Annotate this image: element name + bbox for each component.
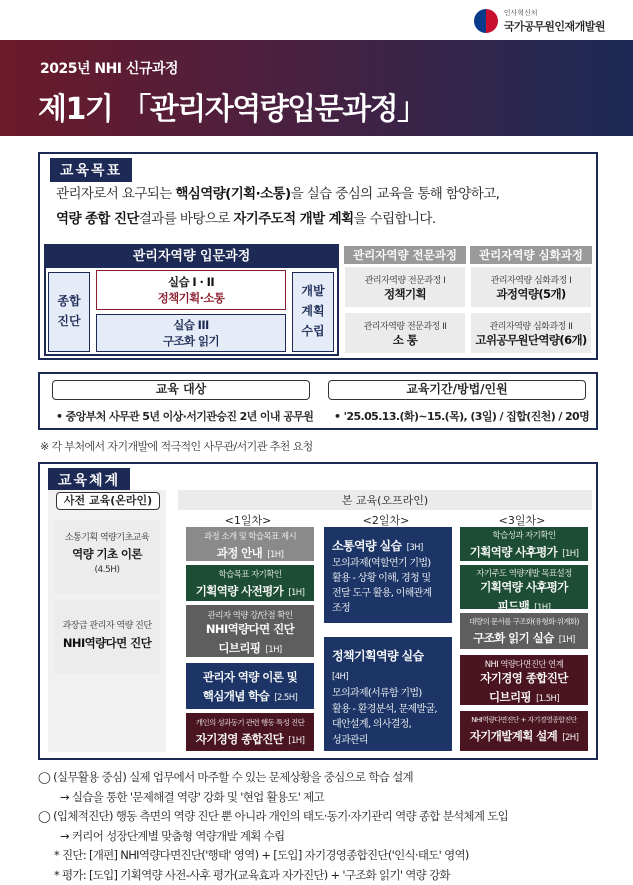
diagnosis-label: 종합 진단: [48, 272, 90, 352]
note-line-4: → 커리어 성장단계별 맞춤형 역량개발 계획 수립: [38, 827, 628, 847]
day1-nhi-debriefing: 관리자 역량 강/단점 확인 NHI역량다면 진단 디브리핑 [1H]: [186, 605, 314, 657]
day2-communication: 소통역량 실습 [3H] 모의과제(역할연기 기법) 활용 - 상황 이해, 경청 및 전달 도구 활용, 이해관계 조정: [324, 527, 452, 623]
pre-course-1: 소통기획 역량기초교육 역량 기초 이론 (4.5H): [54, 520, 160, 594]
note-line-5: * 진단: [개편] NHI역량다면진단('행태' 영역) + [도입] 자기경영종합진단('인식·태도' 영역): [38, 846, 628, 866]
day3-header: <3일차>: [456, 512, 588, 528]
recommend-note: ※ 각 부처에서 자기개발에 적극적인 사무관/서기관 추천 요청: [40, 438, 313, 454]
practice-1-2: 실습 I · II 정책기획·소통: [96, 270, 286, 310]
period-title: 교육기간/방법/인원: [328, 380, 586, 400]
deep-course-header: 관리자역량 심화과정: [470, 246, 592, 264]
period-text: • '25.05.13.(화)~15.(목), (3일) / 집합(진천) / 20명: [334, 408, 594, 424]
goal-text: 관리자로서 요구되는 핵심역량(기획·소통)을 실습 중심의 교육을 통해 함양하고, 역량 종합 진단결과를 바탕으로 자기주도적 개발 계획을 수립합니다.: [56, 182, 586, 232]
goal-tag: 교육목표: [50, 158, 132, 182]
system-tag: 교육체계: [48, 468, 130, 492]
pro-course-header: 관리자역량 전문과정: [344, 246, 466, 264]
deep-course-2: 관리자역량 심화과정 II 고위공무원단역량(6개): [470, 312, 592, 354]
bottom-notes: [38, 768, 628, 885]
day1-pre-assessment: 학습목표 자기확인 기획역량 사전평가 [1H]: [186, 565, 314, 601]
practice-3: 실습 III 구조화 읽기: [96, 314, 286, 352]
day3-feedback: 자기주도 역량개발 목표설정 기획역량 사후평가 피드백 [1H]: [460, 565, 588, 609]
note-line-2: → 실습을 통한 '문제해결 역량' 강화 및 '현업 활용도' 제고: [38, 788, 628, 808]
pro-course-1: 관리자역량 전문과정 I 정책기획: [344, 266, 466, 308]
day1-course-intro: 과정 소개 및 학습목표 제시 과정 안내 [1H]: [186, 527, 314, 561]
day1-header: <1일차>: [182, 512, 314, 528]
day3-post-assessment: 학습성과 자기확인 기획역량 사후평가 [1H]: [460, 527, 588, 561]
deep-course-1: 관리자역량 심화과정 I 과정역량(5개): [470, 266, 592, 308]
day2-header: <2일차>: [320, 512, 452, 528]
intro-course-header: 관리자역량 입문과정: [46, 246, 337, 268]
plan-label: 개발 계획 수립: [292, 272, 334, 352]
org-small: 인사혁신처: [504, 8, 605, 18]
logo: [474, 8, 605, 34]
day1-self-management: 개인의 성과동기 관련 행동 특성 진단 자기경영 종합진단 [1H]: [186, 713, 314, 751]
page-title: 제1기 「관리자역량입문과정」: [38, 84, 426, 128]
main-education-header: 본 교육(오프라인): [178, 492, 592, 508]
target-text: • 중앙부처 사무관 5년 이상·서기관승진 2년 이내 공무원: [56, 408, 326, 424]
day1-theory: 관리자 역량 이론 및 핵심개념 학습 [2.5H]: [186, 663, 314, 709]
emblem-icon: [474, 9, 498, 33]
pro-course-2: 관리자역량 전문과정 II 소 통: [344, 312, 466, 354]
day3-development-plan: NHI역량다면진단 + 자기경영종합진단 자기개발계획 설계 [2H]: [460, 711, 588, 751]
target-title: 교육 대상: [52, 380, 310, 400]
banner-subtitle: 2025년 NHI 신규과정: [40, 58, 178, 78]
day3-structured-reading: 대량의 문서를 구조화(유형화·위계화) 구조화 읽기 실습 [1H]: [460, 613, 588, 649]
day2-policy-planning: 정책기획역량 실습 [4H] 모의과제(서류함 기법) 활용 - 환경분석, 문제발굴, 대안설계, 의사결정, 성과관리: [324, 637, 452, 751]
note-line-3: ◯ (입체적진단) 행동 측면의 역량 진단 뿐 아니라 개인의 태도·동기·자기관리 역량 종합 분석체계 도입: [38, 807, 628, 827]
day3-self-management-debrief: NHI 역량다면진단 연계 자기경영 종합진단 디브리핑 [1.5H]: [460, 655, 588, 705]
pre-education-header: 사전 교육(온라인): [56, 492, 160, 510]
org-main: 국가공무원인재개발원: [504, 18, 605, 34]
note-line-6: * 평가: [도입] 기획역량 사전-사후 평가(교육효과 자가진단) + '구조화 읽기' 역량 강화: [38, 866, 628, 885]
pre-course-2: 과장급 관리자 역량 진단 NHI역량다면 진단: [54, 600, 160, 674]
note-line-1: ◯ (실무활용 중심) 실제 업무에서 마주할 수 있는 문제상황을 중심으로 학습 설계: [38, 768, 628, 788]
